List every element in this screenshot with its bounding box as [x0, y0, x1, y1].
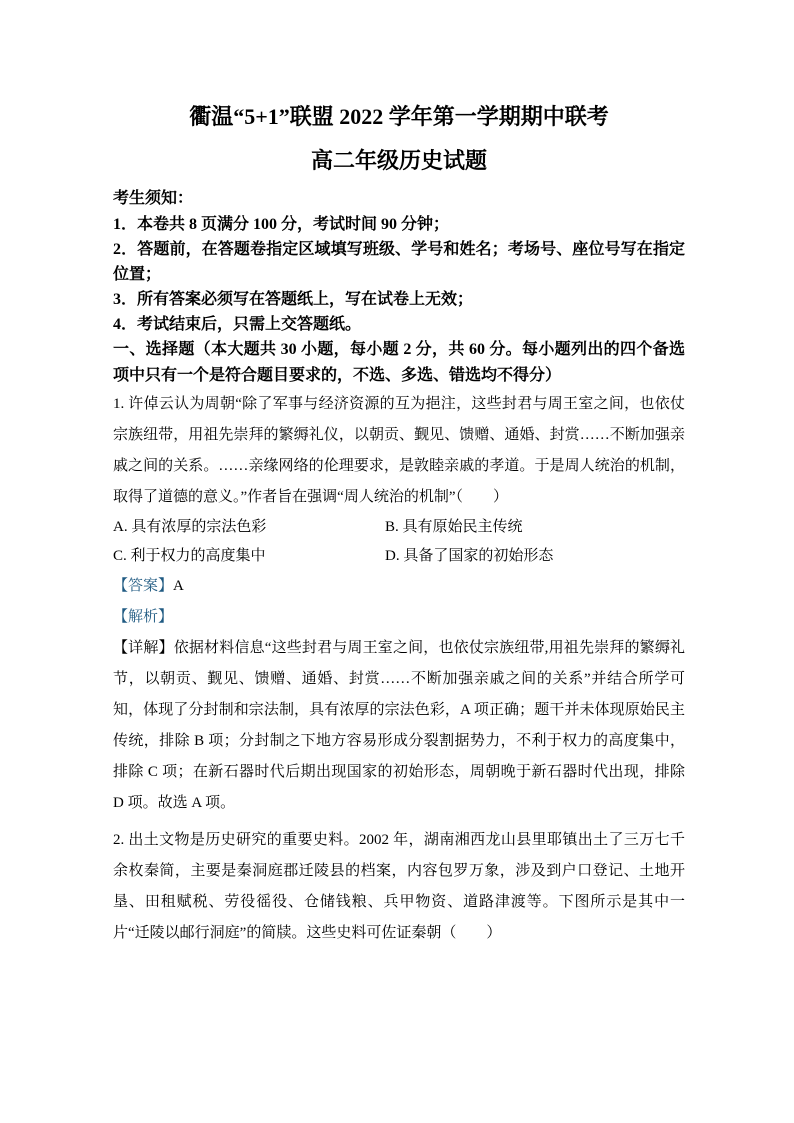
- option-c: C. 利于权力的高度集中: [113, 548, 266, 564]
- option-b: B. 具有原始民主传统: [385, 519, 523, 535]
- question-1-options: [113, 513, 685, 571]
- option-a: A. 具有浓厚的宗法色彩: [113, 519, 267, 535]
- detail-text: 依据材料信息“这些封君与周王室之间，也依仗宗族纽带,用祖先崇拜的繁缛礼节，以朝贡、觐见、馈赠、通婚、封赏……不断加强亲戚之间的关系”并结合所学可知，体现了分封制和宗法制，具有浓厚的宗法色彩，A 项正确；题干并未体现原始民主传统，排除 B 项；分封制之下地方容易形成分裂割据势力，不利于权力的高度集中，排除 C 项；在新石器时代后期出现国家的初始形态，周朝晚于新石器时代出现，排除 D 项。故选 A 项。: [113, 640, 685, 811]
- answer-label: 【答案】: [113, 578, 174, 594]
- section-heading: 一、选择题（本大题共 30 小题，每小题 2 分，共 60 分。每小题列出的四个备选项中只有一个是符合题目要求的，不选、多选、错选均不得分）: [113, 341, 685, 384]
- option-d: D. 具备了国家的初始形态: [385, 548, 554, 564]
- page-title: 衢温“5+1”联盟 2022 学年第一学期期中联考: [189, 104, 609, 129]
- notice-item-3: 3．所有答案必须写在答题纸上，写在试卷上无效；: [113, 291, 474, 308]
- page-subtitle: 高二年级历史试题: [310, 148, 487, 173]
- notice-item-2: 2．答题前，在答题卷指定区域填写班级、学号和姓名；考场号、座位号写在指定位置；: [113, 241, 685, 283]
- notice-item-4: 4．考试结束后，只需上交答题纸。: [113, 316, 362, 333]
- analysis-line: [113, 602, 685, 633]
- notice-item-1: 1．本卷共 8 页满分 100 分，考试时间 90 分钟；: [113, 216, 450, 233]
- detail-paragraph: [113, 633, 685, 819]
- detail-label: 【详解】: [113, 640, 174, 656]
- answer-value: A: [173, 578, 184, 594]
- analysis-label: 【解析】: [113, 609, 174, 625]
- question-2-stem: 2. 出土文物是历史研究的重要史料。2002 年，湖南湘西龙山县里耶镇出土了三万七千余枚秦简，主要是秦洞庭郡迁陵县的档案，内容包罗万象，涉及到户口登记、土地开垦、田租赋税、劳役徭役、仓储钱粮、兵甲物资、道路津渡等。下图所示是其中一片“迁陵以邮行洞庭”的简牍。这些史料可佐证秦朝（ ）: [113, 832, 685, 941]
- answer-line: [113, 571, 685, 602]
- notice-heading: 考生须知：: [113, 190, 194, 207]
- question-1-stem: 1. 许倬云认为周朝“除了军事与经济资源的互为挹注，这些封君与周王室之间，也依仗宗族纽带，用祖先崇拜的繁缛礼仪，以朝贡、觐见、馈赠、通婚、封赏……不断加强亲戚之间的关系。……亲缘网络的伦理要求，是敦睦亲戚的孝道。于是周人统治的机制，取得了道德的意义。”作者旨在强调“周人统治的机制”（ ）: [113, 396, 685, 505]
